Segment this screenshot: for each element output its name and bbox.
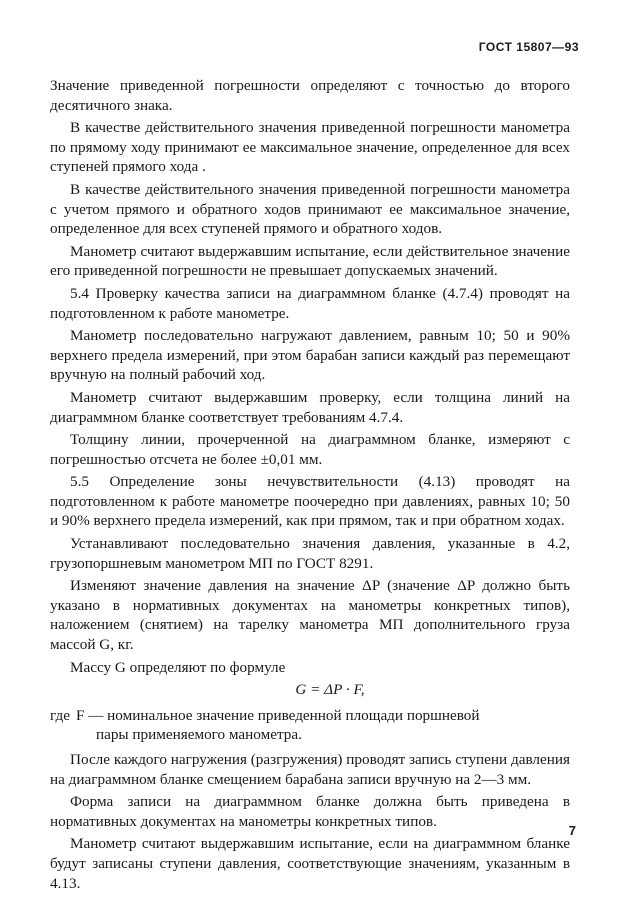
legend-label: где <box>50 706 70 724</box>
paragraph-change-pressure: Изменяют значение давления на значение ΔP (значение ΔP должно быть указано в нормативных документах на манометры конкретных типов), наложением (снятием) на тарелку манометра МП дополнительного груза массой G, кг. <box>50 577 570 654</box>
paragraph-line-thickness: Толщину линии, прочерченной на диаграммном бланке, измеряют с погрешностью отсчета не более ±0,01 мм. <box>50 431 570 468</box>
paragraph-section-5-4: 5.4 Проверку качества записи на диаграммном бланке (4.7.4) проводят на подготовленном к работе манометре. <box>50 284 570 322</box>
paragraph-precision: Значение приведенной погрешности определяют с точностью до второго десятичного знака. <box>50 77 570 114</box>
paragraph-final-pass: Манометр считают выдержавшим испытание, если на диаграммном бланке будут записаны ступени давления, соответствующие значениям, указанным в 4.13. <box>50 835 570 892</box>
paragraph-forward-error: В качестве действительного значения приведенной погрешности манометра по прямому ходу принимают ее максимальное значение, определенное для всех ступеней прямого хода . <box>50 119 570 176</box>
page-number: 7 <box>568 823 576 838</box>
legend-text <box>76 706 570 745</box>
paragraph-section-5-5: 5.5 Определение зоны нечувствительности (4.13) проводят на подготовленном к работе манометре поочередно при давлениях, равных 10; 50 и 90% верхнего предела измерений, как при прямом, так и при обратном ходах. <box>50 473 570 530</box>
paragraph-mass-formula-intro: Массу G определяют по формуле <box>70 658 286 676</box>
paragraph-test-passed: Манометр считают выдержавшим испытание, если действительное значение его приведенной погрешности не превышает допускаемых значений. <box>50 242 570 280</box>
mass-formula: G = ΔP · F, <box>295 681 365 699</box>
paragraph-forward-backward-error: В качестве действительного значения приведенной погрешности манометра с учетом прямого и обратного ходов принимают ее максимальное значение, определенное для всех ступеней прямого и обратного ходов. <box>50 180 570 238</box>
document-header: ГОСТ 15807—93 <box>478 40 579 54</box>
paragraph-set-pressure: Устанавливают последовательно значения давления, указанные в 4.2, грузопоршневым манометром МП по ГОСТ 8291. <box>50 535 570 572</box>
paragraph-line-check: Манометр считают выдержавшим проверку, если толщина линий на диаграммном бланке соответствует требованиям 4.7.4. <box>50 388 570 426</box>
paragraph-step-record: После каждого нагружения (разгружения) проводят запись ступени давления на диаграммном бланке смещением барабана записи вручную на 2—3 мм. <box>50 751 570 788</box>
formula-legend <box>50 706 570 745</box>
paragraph-record-form: Форма записи на диаграммном бланке должна быть приведена в нормативных документах на манометры конкретных типов. <box>50 793 570 830</box>
legend-line-1: F — номинальное значение приведенной площади поршневой <box>75 706 480 724</box>
paragraph-loading: Манометр последовательно нагружают давлением, равным 10; 50 и 90% верхнего предела измерений, при этом барабан записи каждый раз перемещают вручную на полный рабочий ход. <box>50 327 570 384</box>
legend-line-2: пары применяемого манометра. <box>95 726 302 744</box>
document-body <box>50 76 570 896</box>
